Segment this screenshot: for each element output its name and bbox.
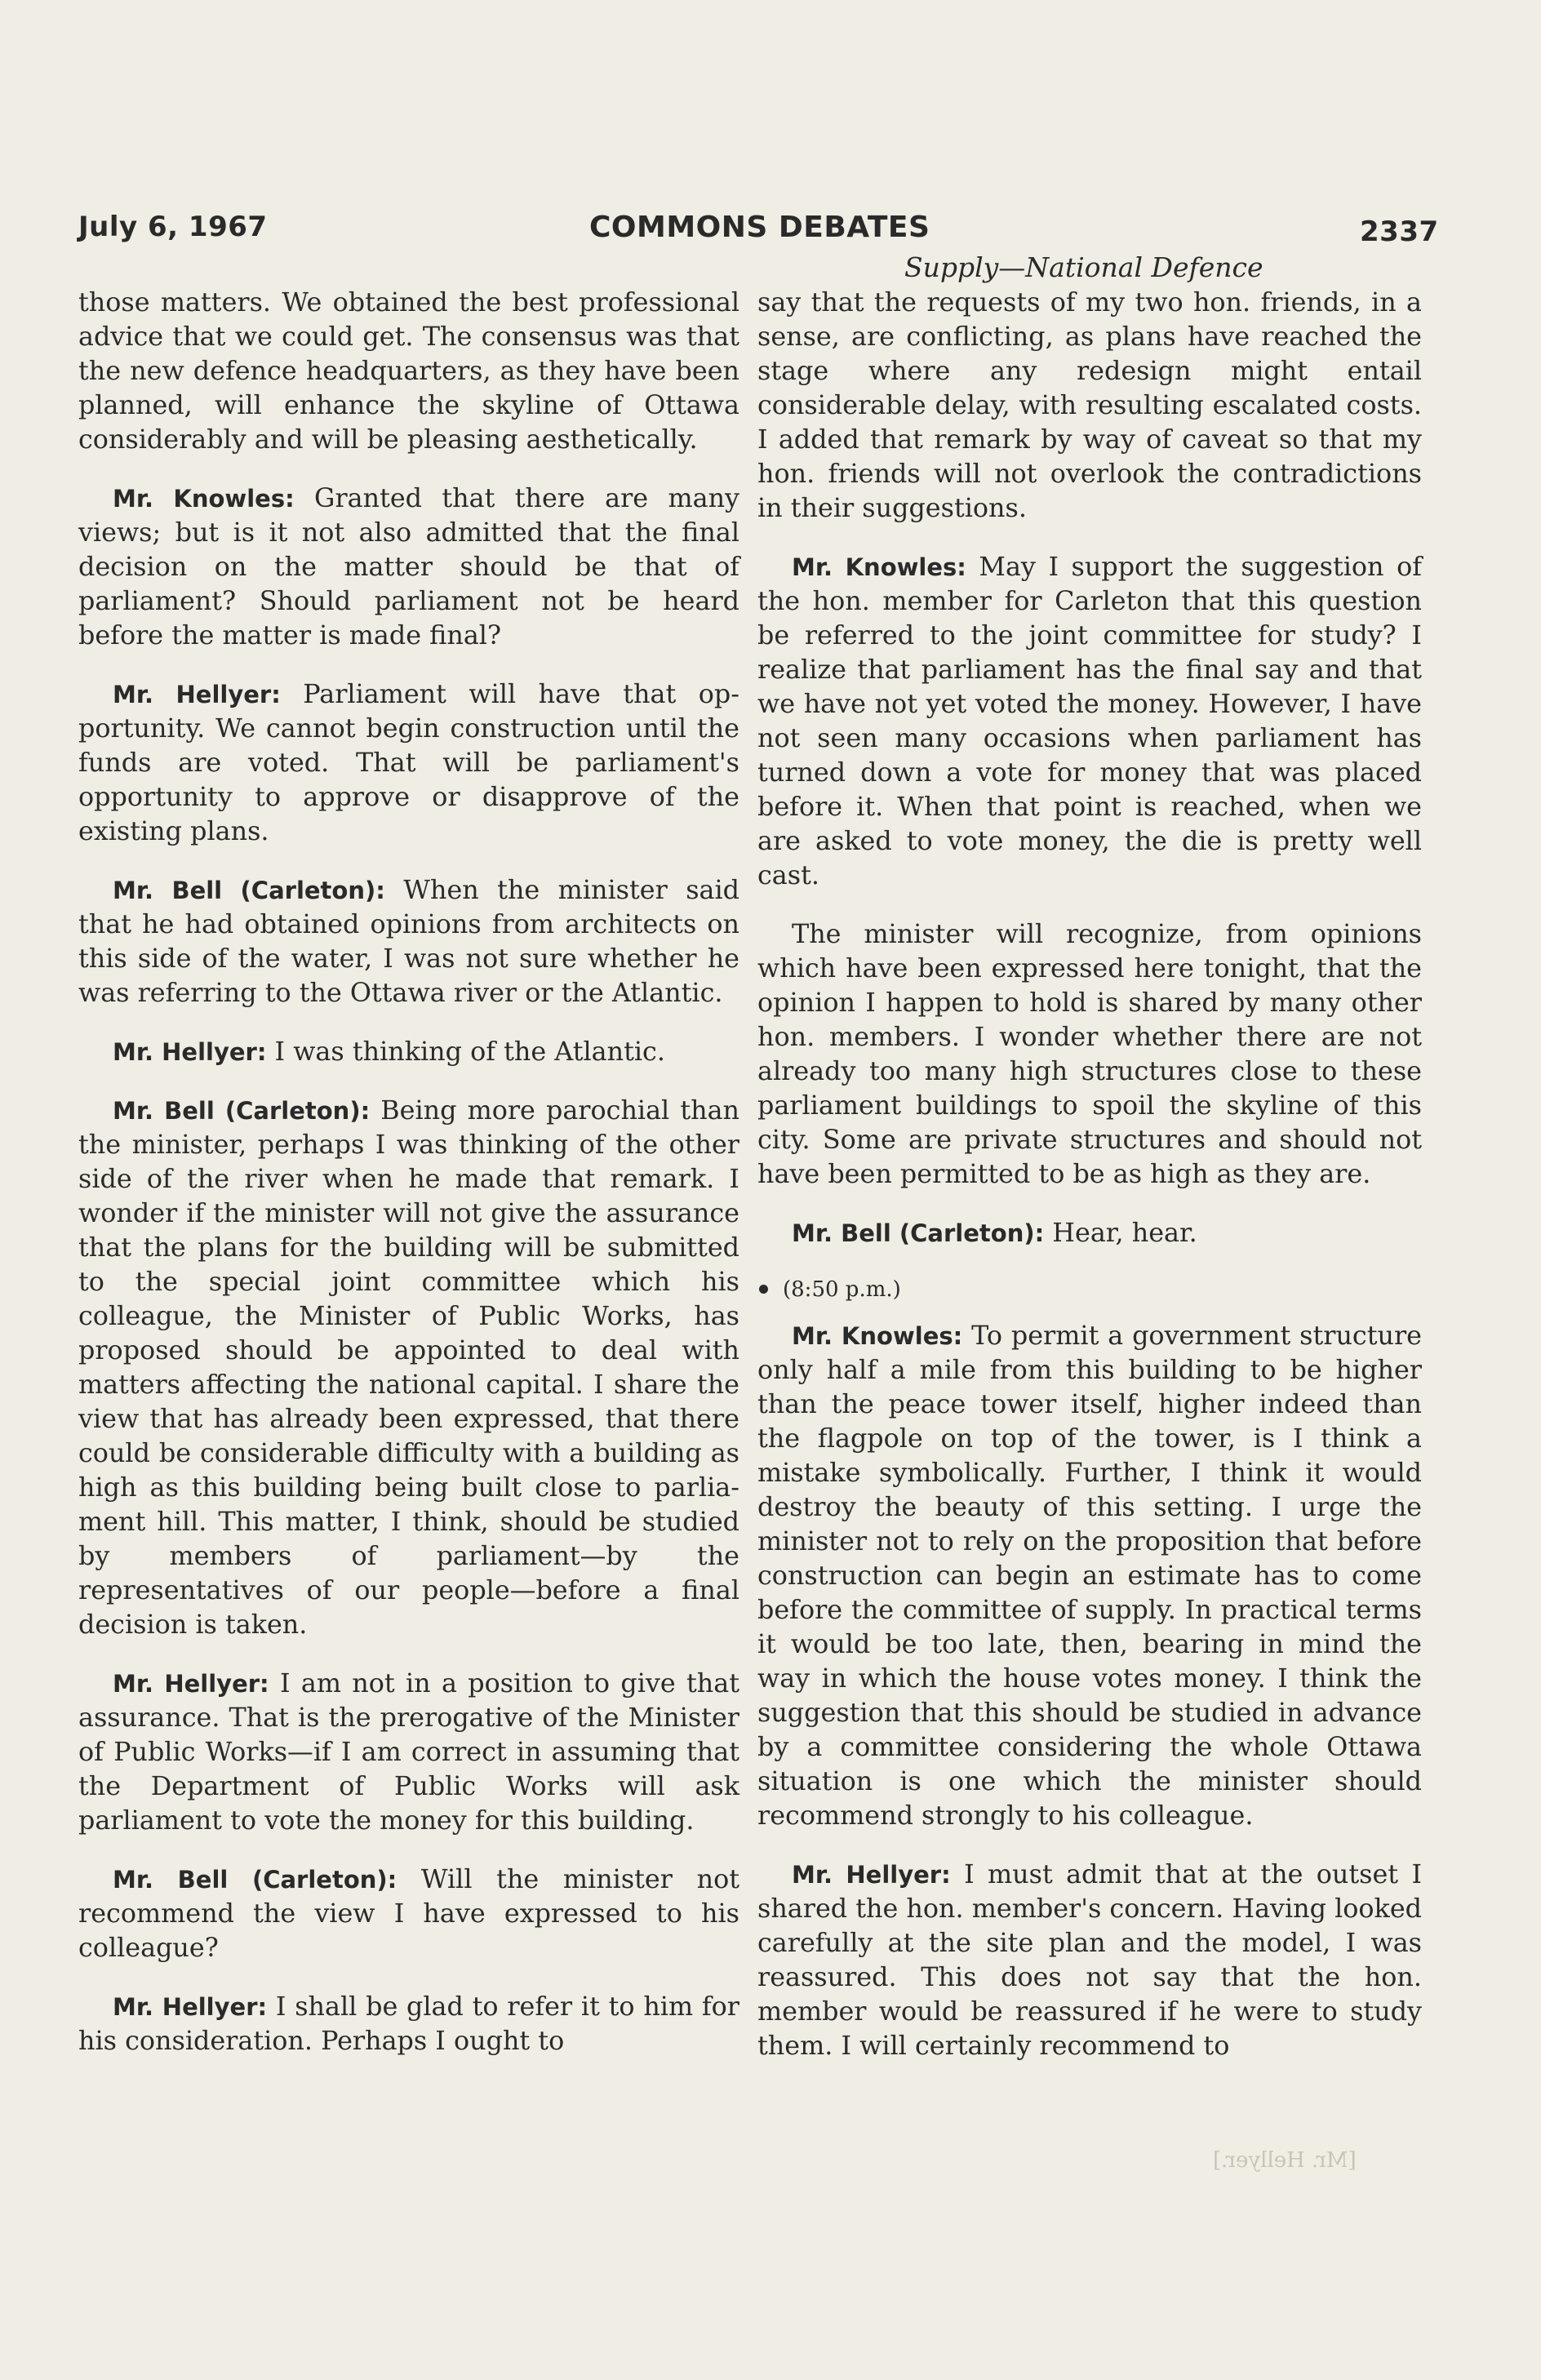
right-column xyxy=(757,286,1422,2088)
speaker-name: Mr. Hellyer: xyxy=(113,1038,267,1066)
speaker-name: Mr. Hellyer: xyxy=(113,1670,269,1698)
paragraph xyxy=(757,286,1422,526)
paragraph-text: May I support the suggestion of the hon. member for Carleton that this question be referred to the joint committee for study? I realize that parliament has the final say and that we have not yet voted the money. However, I have not seen many occasions when parliament has turned down a vote for money that was placed before it. When that point is reached, when we are asked to vote money, the die is pretty well cast. xyxy=(757,552,1422,890)
paragraph xyxy=(78,1990,739,2058)
section-heading: Supply—National Defence xyxy=(904,251,1263,283)
speaker-name: Mr. Knowles: xyxy=(113,485,295,513)
paragraph xyxy=(78,873,739,1010)
speaker-name: Mr. Bell (Carleton): xyxy=(792,1219,1045,1247)
paragraph-text: I was thinking of the Atlantic. xyxy=(274,1037,665,1067)
paragraph-text: Parliament will have that opportunity. We cannot begin construction until the funds are voted. That will be parliament's opportunity to approve or disapprove of the existing plans. xyxy=(78,679,739,846)
paragraph-text: I am not in a position to give that assurance. That is the prerogative of the Minister of Public Works—if I am correct in assuming that the Department of Public Works will ask parliament to vote the money for this building. xyxy=(78,1668,739,1836)
paragraph-text: The minister will recognize, from opinions which have been expressed here tonight, that the opinion I happen to hold is shared by many other hon. members. I wonder whether there are not already too many high structures close to these parliament buildings to spoil the skyline of this city. Some are private structures and should not have been permitted to be as high as they are. xyxy=(757,919,1422,1189)
paragraph xyxy=(757,1319,1422,1833)
paragraph xyxy=(78,1667,739,1838)
paragraph-text: When the minister said that he had obtained opinions from architects on this side of the water, I was not sure whether he was referring to the Ottawa river or the Atlantic. xyxy=(78,875,739,1008)
paragraph-text: Hear, hear. xyxy=(1052,1218,1197,1248)
paragraph xyxy=(757,550,1422,893)
paragraph-text: I must admit that at the outset I shared the hon. member's concern. Having looked carefully at the site plan and the model, I was reassured. This does not say that the hon. member would be reassured if he were to study them. I will certainly recommend to xyxy=(757,1859,1423,2061)
speaker-name: Mr. Bell (Carleton): xyxy=(113,1097,371,1125)
speaker-name: Mr. Hellyer: xyxy=(113,681,281,708)
paragraph xyxy=(78,1035,739,1069)
paragraph-text: say that the requests of my two hon. friends, in a sense, are conflicting, as plans have reached the stage where any redesign might entail considerable delay, with resulting escalated costs. I added that remark by way of caveat so that my hon. friends will not overlook the contradictions in their suggestions. xyxy=(757,287,1422,523)
paragraph-text: To permit a government structure only half a mile from this building to be higher than the peace tower itself, higher indeed than the flagpole on top of the tower, is I think a mistake symbolically. Further, I think it would destroy the beauty of this setting. I urge the minister not to rely on the proposition that before construction can begin an estimate has to come before the committee of supply. In practical terms it would be too late, then, bearing in mind the way in which the house votes money. I think the suggestion that this should be studied in advance by a committee considering the whole Ottawa situation is one which the minister should recommend strongly to his colleague. xyxy=(757,1321,1422,1831)
paragraph xyxy=(78,677,739,849)
paragraph-text: Granted that there are many views; but is it not also admitted that the final decision on the matter should be that of parliament? Should parliament not be heard before the matter is made final? xyxy=(78,483,740,651)
speaker-name: Mr. Bell (Carleton): xyxy=(113,1866,397,1894)
header-title: COMMONS DEBATES xyxy=(589,211,930,244)
paragraph xyxy=(757,1216,1422,1250)
paragraph-text: Being more parochial than the minister, perhaps I was thinking of the other side of the river when he made that remark. I wonder if the minister will not give the assurance that the plans for the building will be submitted to the special joint committee which his colleague, the Minister of Public Works, has proposed should be appointed to deal with matters affecting the national capital. I share the view that has already been expressed, that there could be considerable difficulty with a building as high as this building being built close to parliament hill. This matter, I think, should be studied by members of parliament—by the representatives of our people—before a final decision is taken. xyxy=(78,1095,740,1640)
speaker-name: Mr. Knowles: xyxy=(792,1322,963,1350)
paragraph-text: I shall be glad to refer it to him for his consideration. Perhaps I ought to xyxy=(78,1991,740,2056)
paragraph xyxy=(757,917,1422,1192)
paragraph xyxy=(78,1094,739,1642)
paragraph xyxy=(78,286,739,457)
paragraph xyxy=(757,1858,1422,2063)
speaker-name: Mr. Knowles: xyxy=(792,553,966,581)
page-number: 2337 xyxy=(1360,215,1439,248)
time-marker-text: (8:50 p.m.) xyxy=(783,1277,901,1302)
page-header xyxy=(0,0,1541,283)
paragraph-text: those matters. We obtained the best professional advice that we could get. The consensus was that the new defence headquarters, as they have been planned, will enhance the skyline of Ottawa considerably and will be pleasing aesthetically. xyxy=(78,287,739,455)
left-column xyxy=(78,286,739,2083)
speaker-name: Mr. Hellyer: xyxy=(792,1861,951,1889)
speaker-name: Mr. Bell (Carleton): xyxy=(113,877,385,904)
time-marker xyxy=(757,1275,1422,1304)
paragraph-text: Will the minister not recommend the view I have expressed to his colleague? xyxy=(78,1864,739,1963)
paragraph xyxy=(78,1863,739,1965)
bullet-icon xyxy=(759,1285,768,1294)
bleed-through-text: [Mr. Hellyer.] xyxy=(1213,2148,1357,2173)
header-date: July 6, 1967 xyxy=(78,211,268,243)
speaker-name: Mr. Hellyer: xyxy=(113,1993,268,2021)
paragraph xyxy=(78,482,739,653)
